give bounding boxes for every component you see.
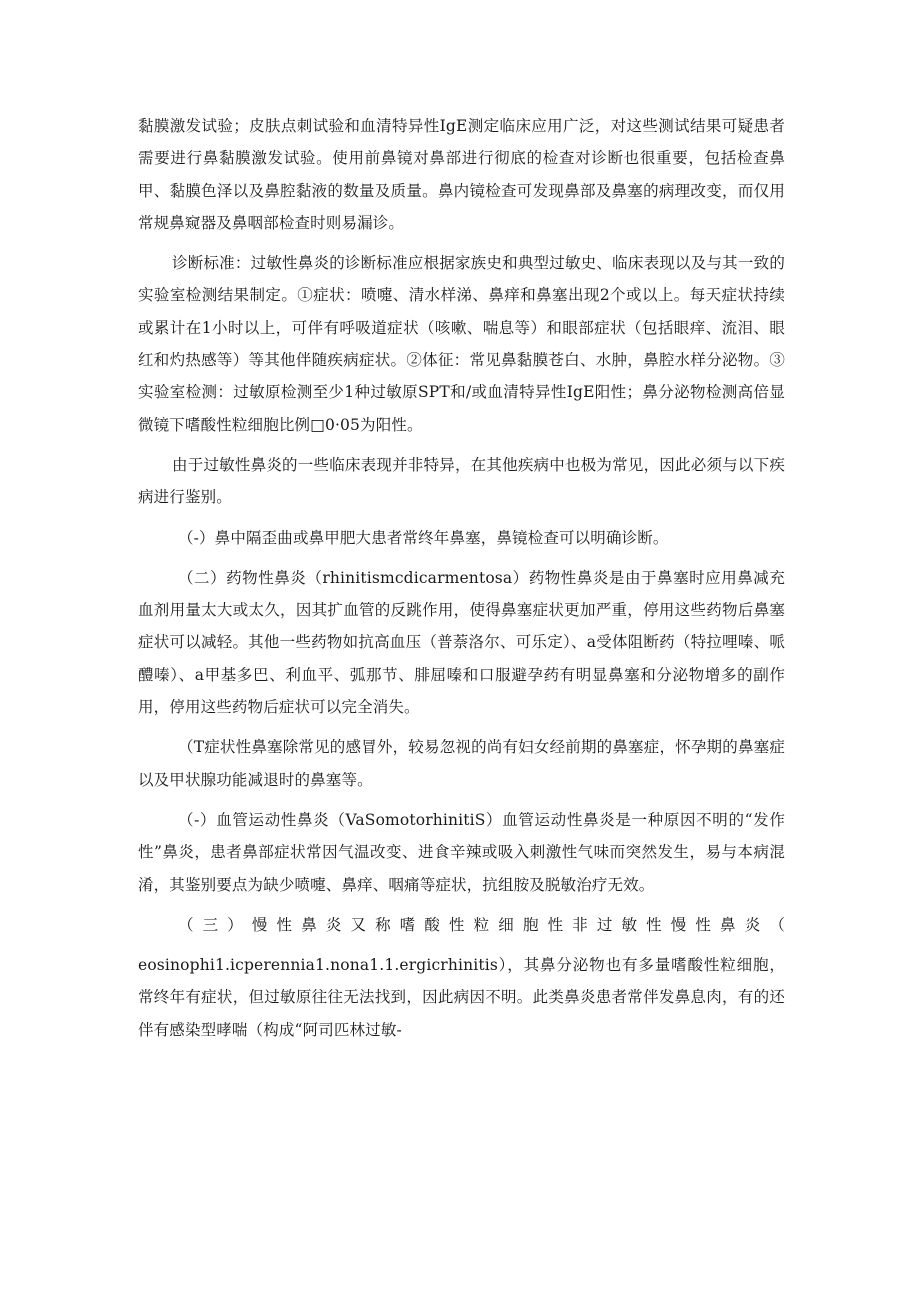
paragraph-diagnostic-criteria: 诊断标准：过敏性鼻炎的诊断标准应根据家族史和典型过敏史、临床表现以及与其一致的实验室检测结果制定。①症状：喷嚏、清水样涕、鼻痒和鼻塞出现2个或以上。每天症状持续或累计在1小时以上，可伴有呼吸道症状（咳嗽、喘息等）和眼部症状（包括眼痒、流泪、眼红和灼热感等）等其他伴随疾病症状。②体征：常见鼻黏膜苍白、水肿，鼻腔水样分泌物。③实验室检测：过敏原检测至少1种过敏原SPT和/或血清特异性IgE阳性；鼻分泌物检测高倍显微镜下嗜酸性粒细胞比例□0·05为阳性。 [138,254,785,434]
paragraph-vasomotor-rhinitis: （-）血管运动性鼻炎（VaSomotorhinitiS）血管运动性鼻炎是一种原因不明的“发作性”鼻炎，患者鼻部症状常因气温改变、进食辛辣或吸入刺激性气味而突然发生，易与本病混淆，其鉴别要点为缺少喷嚏、鼻痒、咽痛等症状，抗组胺及脱敏治疗无效。 [138,810,785,894]
paragraph-differential-intro: 由于过敏性鼻炎的一些临床表现并非特异，在其他疾病中也极为常见，因此必须与以下疾病进行鉴别。 [138,455,785,507]
paragraph-chronic-rhinitis-heading: （三）慢性鼻炎又称嗜酸性粒细胞性非过敏性慢性鼻炎（ [178,915,785,934]
paragraph-mucosal-provocation: 黏膜激发试验；皮肤点刺试验和血清特异性IgE测定临床应用广泛，对这些测试结果可疑患者需要进行鼻黏膜激发试验。使用前鼻镜对鼻部进行彻底的检查对诊断也很重要，包括检查鼻甲、黏膜色泽以及鼻腔黏液的数量及质量。鼻内镜检查可发现鼻部及鼻塞的病理改变，而仅用常规鼻窥器及鼻咽部检查时则易漏诊。 [138,117,785,232]
paragraph-chronic-rhinitis-body: eosinophi1.icperennia1.nona1.1.ergicrhinitis），其鼻分泌物也有多量嗜酸性粒细胞，常终年有症状，但过敏原往往无法找到，因此病因不明。此类鼻炎患者常伴发鼻息肉，有的还伴有感染型哮喘（构成“阿司匹林过敏- [138,956,785,1039]
paragraph-drug-induced-rhinitis: （二）药物性鼻炎（rhinitismcdicarmentosa）药物性鼻炎是由于鼻塞时应用鼻减充血剂用量太大或太久，因其扩血管的反跳作用，使得鼻塞症状更加严重，停用这些药物后鼻塞症状可以减轻。其他一些药物如抗高血压（普萘洛尔、可乐定）、a受体阻断药（特拉哩嗪、哌醴嗪）、a甲基多巴、利血平、弧那节、腓屈嗪和口服避孕药有明显鼻塞和分泌物增多的副作用，停用这些药物后症状可以完全消失。 [138,568,785,717]
paragraph-septal-deviation: （-）鼻中隔歪曲或鼻甲肥大患者常终年鼻塞，鼻镜检查可以明确诊断。 [178,528,669,547]
paragraph-symptomatic-congestion: （T症状性鼻塞除常见的感冒外，较易忽视的尚有妇女经前期的鼻塞症，怀孕期的鼻塞症以及甲状腺功能减退时的鼻塞等。 [138,738,785,789]
document-body [138,110,785,1046]
